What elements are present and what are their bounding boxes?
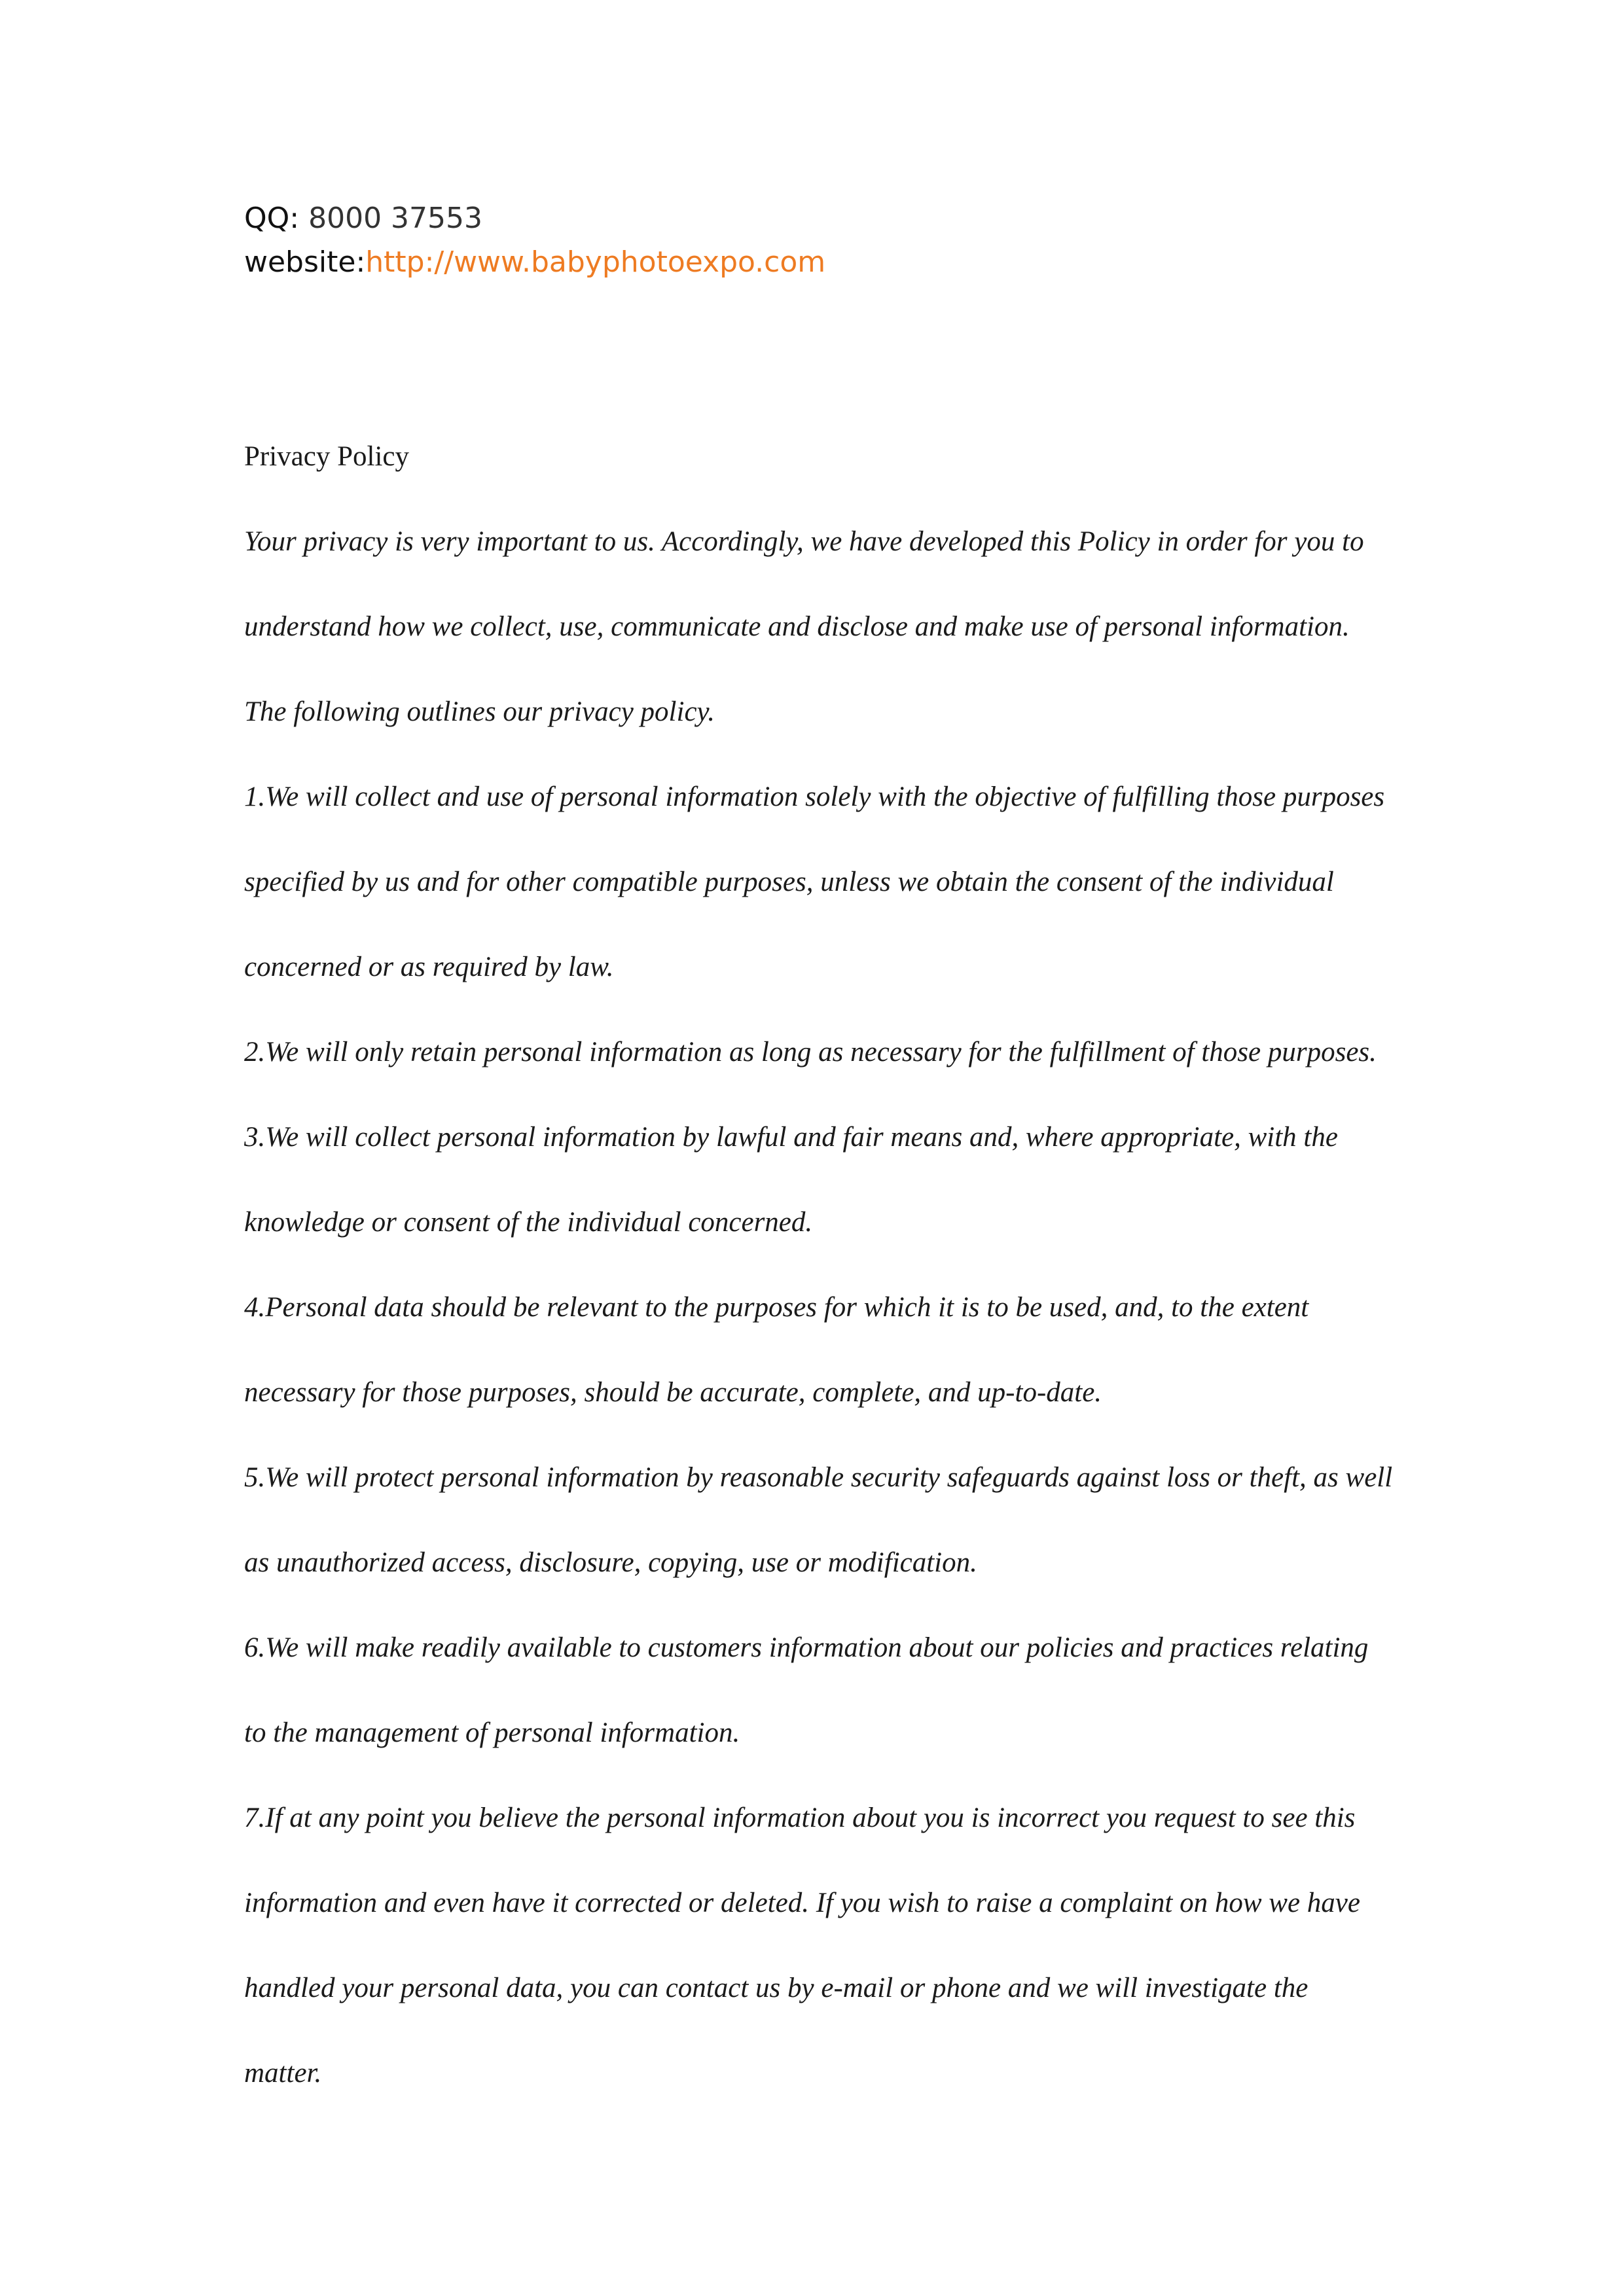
website-line [244,240,825,284]
privacy-policy-section [244,424,1396,2126]
policy-line: The following outlines our privacy policy. [244,696,715,727]
policy-line: matter. [244,2058,322,2089]
website-link[interactable]: http://www.babyphotoexpo.com [365,245,826,279]
policy-line: necessary for those purposes, should be accurate, complete, and up-to-date. [244,1377,1102,1408]
policy-line: 2.We will only retain personal information as long as necessary for the fulfillment of those purposes. [244,1037,1377,1067]
policy-title: Privacy Policy [244,441,409,472]
policy-line: specified by us and for other compatible purposes, unless we obtain the consent of the individual [244,867,1334,897]
policy-line: Your privacy is very important to us. Accordingly, we have developed this Policy in order for you to [244,526,1364,557]
policy-line: information and even have it corrected or deleted. If you wish to raise a complaint on how we have [244,1888,1360,1918]
qq-line [244,196,825,240]
qq-number: 8000 37553 [308,202,483,235]
policy-line: 7.If at any point you believe the personal information about you is incorrect you request to see this [244,1803,1356,1833]
policy-line: 1.We will collect and use of personal information solely with the objective of fulfilling those purposes [244,781,1385,812]
policy-line: handled your personal data, you can contact us by e-mail or phone and we will investigate the [244,1973,1308,2003]
contact-block [244,196,825,284]
policy-line: 3.We will collect personal information by lawful and fair means and, where appropriate, with the [244,1122,1338,1153]
qq-label: QQ: [244,202,300,235]
policy-line: 5.We will protect personal information by reasonable security safeguards against loss or theft, as well [244,1462,1393,1493]
policy-line: 4.Personal data should be relevant to the purposes for which it is to be used, and, to the extent [244,1292,1309,1323]
website-label: website: [244,245,366,279]
policy-line: knowledge or consent of the individual concerned. [244,1207,813,1238]
policy-line: to the management of personal information. [244,1717,740,1748]
policy-line: 6.We will make readily available to customers information about our policies and practices relating [244,1632,1369,1663]
policy-line: concerned or as required by law. [244,952,614,982]
policy-line: understand how we collect, use, communicate and disclose and make use of personal information. [244,611,1350,642]
policy-line: as unauthorized access, disclosure, copying, use or modification. [244,1547,977,1578]
